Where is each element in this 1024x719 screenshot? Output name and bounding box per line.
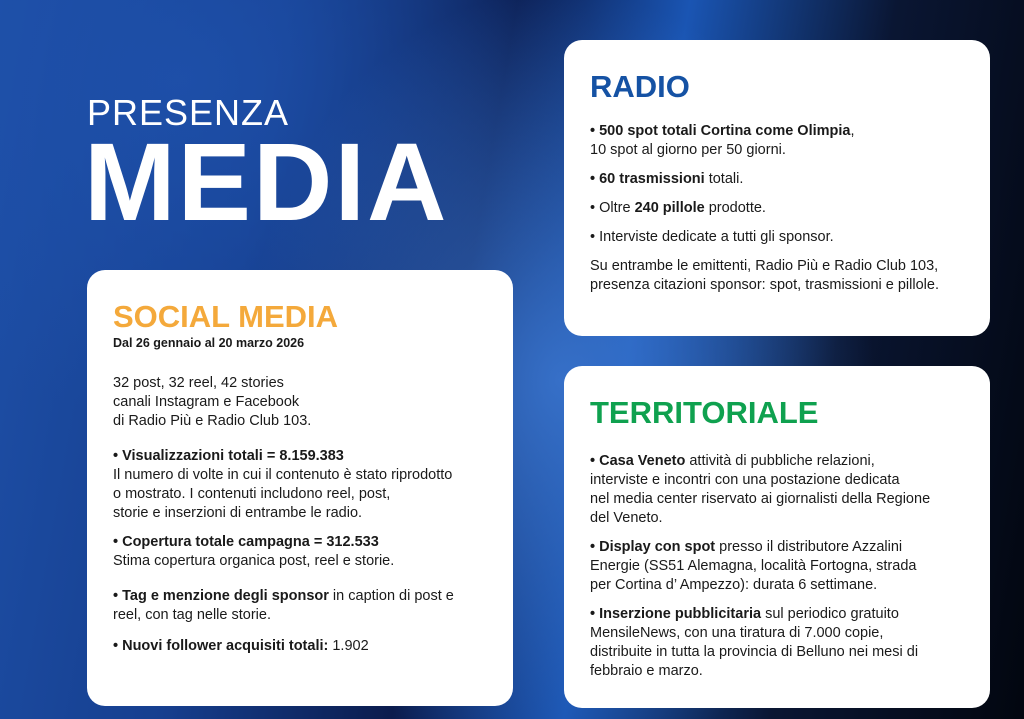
- radio-bullet-trasmissioni: [590, 170, 972, 189]
- inserzione-line: febbraio e marzo.: [590, 663, 703, 680]
- radio-pillole-label: 240 pillole: [634, 200, 705, 217]
- radio-trasmissioni-desc: totali.: [704, 171, 744, 188]
- radio-pillole-pre: • Oltre: [590, 200, 635, 217]
- inserzione-label: • Inserzione pubblicitaria: [590, 606, 762, 623]
- radio-trasmissioni-label: • 60 trasmissioni: [590, 171, 705, 188]
- territoriale-title: TERRITORIALE: [590, 395, 819, 430]
- social-intro-line: 32 post, 32 reel, 42 stories: [113, 375, 284, 392]
- tag-desc: in caption di post e: [328, 588, 454, 605]
- coverage-desc: Stima copertura organica post, reel e storie.: [113, 553, 395, 570]
- radio-note-line: presenza citazioni sponsor: spot, trasmissioni e pillole.: [590, 277, 939, 294]
- social-intro-line: canali Instagram e Facebook: [113, 394, 300, 411]
- social-media-period: Dal 26 gennaio al 20 marzo 2026: [113, 336, 305, 351]
- social-media-card: [87, 270, 513, 706]
- casa-veneto-desc: attività di pubbliche relazioni,: [685, 453, 875, 470]
- terr-bullet-display: [590, 538, 972, 595]
- radio-interviste-text: • Interviste dedicate a tutti gli sponsor.: [590, 229, 834, 246]
- followers-label: • Nuovi follower acquisiti totali:: [113, 638, 329, 655]
- radio-bullet-interviste: [590, 228, 972, 247]
- radio-spot-desc: 10 spot al giorno per 50 giorni.: [590, 142, 786, 159]
- social-views-bullet: [113, 447, 491, 523]
- radio-bullet-pillole: [590, 199, 972, 218]
- territoriale-card: [564, 366, 990, 708]
- inserzione-line: distribuite in tutta la provincia di Belluno nei mesi di: [590, 644, 919, 661]
- radio-card: [564, 40, 990, 336]
- radio-spot-comma: ,: [850, 123, 855, 140]
- radio-spot-label: • 500 spot totali Cortina come Olimpia: [590, 123, 851, 140]
- views-desc: storie e inserzioni di entrambe le radio.: [113, 505, 363, 522]
- tag-label: • Tag e menzione degli sponsor: [113, 588, 329, 605]
- display-line: per Cortina d’ Ampezzo): durata 6 settimane.: [590, 577, 878, 594]
- casa-veneto-label: • Casa Veneto: [590, 453, 686, 470]
- social-intro: [113, 374, 491, 431]
- radio-note-line: Su entrambe le emittenti, Radio Più e Radio Club 103,: [590, 258, 939, 275]
- radio-title: RADIO: [590, 69, 690, 104]
- social-tag-bullet: [113, 587, 491, 625]
- terr-bullet-inserzione: [590, 605, 972, 681]
- display-desc: presso il distributore Azzalini: [715, 539, 903, 556]
- terr-bullet-casa-veneto: [590, 452, 972, 528]
- casa-veneto-line: del Veneto.: [590, 510, 663, 527]
- radio-pillole-desc: prodotte.: [704, 200, 766, 217]
- display-line: Energie (SS51 Alemagna, località Fortogna, strada: [590, 558, 917, 575]
- radio-bullet-spot: [590, 122, 972, 160]
- social-coverage-bullet: [113, 533, 491, 571]
- social-followers-bullet: [113, 637, 491, 656]
- social-media-title: SOCIAL MEDIA: [113, 299, 339, 334]
- casa-veneto-line: nel media center riservato ai giornalisti della Regione: [590, 491, 931, 508]
- social-intro-line: di Radio Più e Radio Club 103.: [113, 413, 312, 430]
- coverage-label: • Copertura totale campagna = 312.533: [113, 534, 379, 551]
- inserzione-line: MensileNews, con una tiratura di 7.000 copie,: [590, 625, 884, 642]
- views-desc: o mostrato. I contenuti includono reel, post,: [113, 486, 391, 503]
- inserzione-desc: sul periodico gratuito: [761, 606, 899, 623]
- views-label: • Visualizzazioni totali = 8.159.383: [113, 448, 344, 465]
- tag-desc-line2: reel, con tag nelle storie.: [113, 607, 271, 624]
- followers-value: 1.902: [328, 638, 369, 655]
- hero-presenza: PRESENZA: [87, 92, 290, 133]
- hero-media: MEDIA: [84, 121, 449, 244]
- radio-note: [590, 257, 972, 295]
- display-label: • Display con spot: [590, 539, 716, 556]
- casa-veneto-line: interviste e incontri con una postazione dedicata: [590, 472, 900, 489]
- views-desc: Il numero di volte in cui il contenuto è stato riprodotto: [113, 467, 453, 484]
